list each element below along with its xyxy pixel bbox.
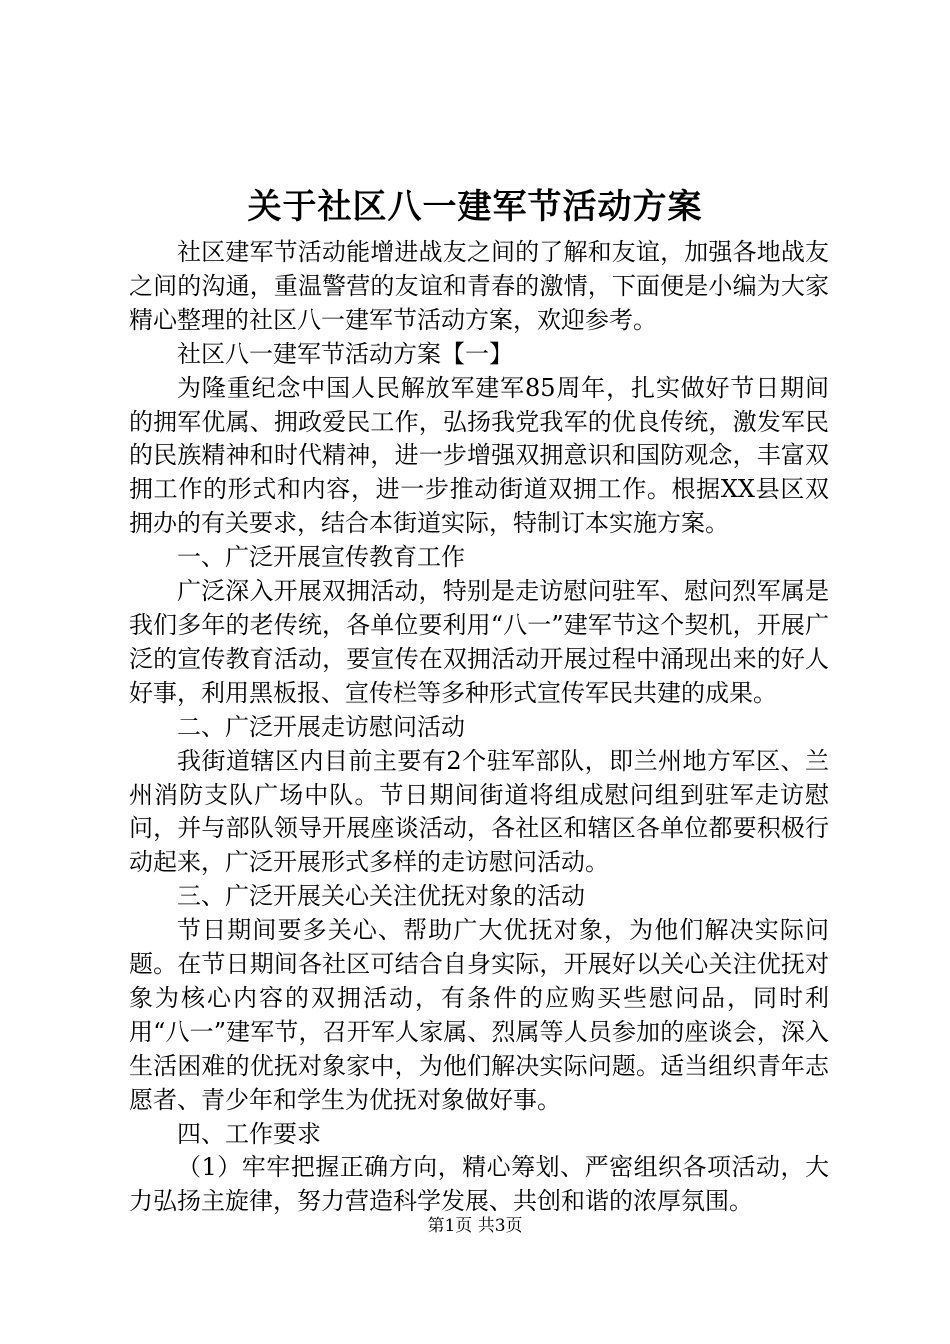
section-heading-2: 二、广泛开展走访慰问活动	[177, 712, 465, 741]
section-heading-4: 四、工作要求	[177, 1119, 321, 1148]
section-paragraph-1: 广泛深入开展双拥活动，特别是走访慰问驻军、慰问烈军属是我们多年的老传统，各单位要利用“八一”建军节这个契机，开展广泛的宣传教育活动，要宣传在双拥活动开展过程中涌现出来的好人好事，利用黑板报、宣传栏等多种形式宣传军民共建的成果。	[129, 577, 829, 707]
section-paragraph-3: 节日期间要多关心、帮助广大优抚对象，为他们解决实际问题。在节日期间各社区可结合自身实际，开展好以关心关注优抚对象为核心内容的双拥活动，有条件的应购买些慰问品，同时利用“八一”建军节，召开军人家属、烈属等人员参加的座谈会，深入生活困难的优抚对象家中，为他们解决实际问题。适当组织青年志愿者、青少年和学生为优抚对象做好事。	[129, 916, 829, 1114]
page-indicator: 第1页 共3页	[427, 1216, 523, 1236]
section-heading-3: 三、广泛开展关心关注优抚对象的活动	[177, 882, 585, 911]
plan-heading: 社区八一建军节活动方案【一】	[177, 339, 513, 368]
intro-paragraph: 社区建军节活动能增进战友之间的了解和友谊，加强各地战友之间的沟通，重温警营的友谊和青春的激情，下面便是小编为大家精心整理的社区八一建军节活动方案，欢迎参考。	[129, 238, 829, 334]
purpose-paragraph: 为隆重纪念中国人民解放军建军85周年，扎实做好节日期间的拥军优属、拥政爱民工作，弘扬我党我军的优良传统，激发军民的民族精神和时代精神，进一步增强双拥意识和国防观念，丰富双拥工作的形式和内容，进一步推动街道双拥工作。根据XX县区双拥办的有关要求，结合本街道实际，特制订本实施方案。	[129, 373, 829, 538]
section-heading-1: 一、广泛开展宣传教育工作	[177, 543, 465, 572]
document-body	[129, 236, 829, 1219]
document-title: 关于社区八一建军节活动方案	[247, 187, 703, 227]
section-paragraph-2: 我街道辖区内目前主要有2个驻军部队，即兰州地方军区、兰州消防支队广场中队。节日期间街道将组成慰问组到驻军走访慰问，并与部队领导开展座谈活动，各社区和辖区各单位都要积极行动起来，广泛开展形式多样的走访慰问活动。	[129, 746, 829, 877]
requirement-item-1: （1）牢牢把握正确方向，精心筹划、严密组织各项活动，大力弘扬主旋律，努力营造科学发展、共创和谐的浓厚氛围。	[129, 1153, 829, 1216]
